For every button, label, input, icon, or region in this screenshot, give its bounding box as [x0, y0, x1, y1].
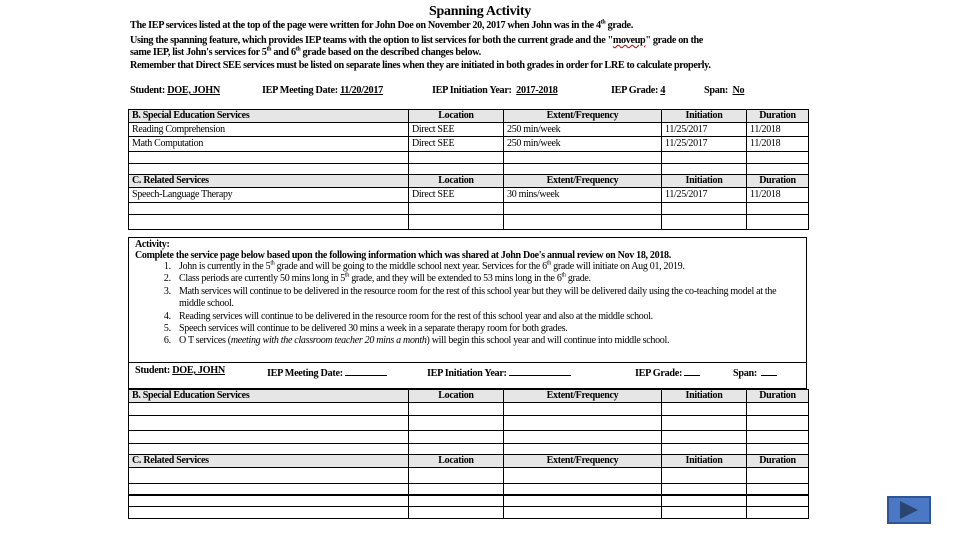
special-ed-cell	[504, 164, 662, 175]
related-services-header-cell: Initiation	[662, 175, 747, 188]
intro-line-3	[130, 46, 820, 60]
related-services-cell	[129, 203, 409, 215]
activity-item	[173, 335, 800, 347]
special-ed-cell[interactable]	[129, 416, 409, 431]
special-ed-cell	[747, 164, 809, 175]
intro-line-1	[130, 19, 820, 33]
intro-text: grade.	[605, 20, 633, 31]
special-ed-cell	[662, 152, 747, 164]
special-ed-cell: 11/2018	[747, 123, 809, 137]
iep-grade-label: IEP Grade:	[611, 85, 659, 96]
related-services-header-cell: Location	[409, 455, 504, 468]
special-ed-cell[interactable]	[747, 431, 809, 444]
activity-item	[173, 273, 800, 285]
meeting-date-label: IEP Meeting Date:	[262, 85, 338, 96]
intro-text: same IEP, list John's services for 5	[130, 47, 267, 58]
bottom-services-table	[128, 389, 809, 519]
student-value: DOE, JOHN	[167, 85, 220, 96]
special-ed-row	[129, 403, 809, 416]
related-services-cell[interactable]	[747, 495, 809, 507]
intro-text: Using the spanning feature, which provides IEP teams with the option to list services for both the current grade and the "	[130, 35, 613, 46]
special-ed-cell[interactable]	[409, 431, 504, 444]
span-field[interactable]	[733, 365, 777, 379]
special-ed-row	[129, 123, 809, 137]
related-services-cell[interactable]	[409, 468, 504, 484]
related-services-cell[interactable]	[662, 468, 747, 484]
item-text: O T services (	[179, 335, 231, 347]
special-ed-cell[interactable]	[662, 403, 747, 416]
special-ed-cell[interactable]	[662, 444, 747, 455]
special-ed-cell: 250 min/week	[504, 137, 662, 152]
special-ed-row	[129, 152, 809, 164]
initiation-year-field[interactable]	[427, 365, 571, 379]
special-ed-cell: Reading Comprehension	[129, 123, 409, 137]
related-services-row	[129, 188, 809, 203]
special-ed-cell[interactable]	[129, 431, 409, 444]
superscript: th	[600, 19, 606, 26]
related-services-cell	[409, 203, 504, 215]
special-ed-cell[interactable]	[662, 416, 747, 431]
meeting-date-field	[262, 85, 383, 96]
initiation-year-input[interactable]	[509, 365, 571, 376]
related-services-cell: Speech-Language Therapy	[129, 188, 409, 203]
related-services-cell[interactable]	[409, 484, 504, 496]
special-ed-cell: Direct SEE	[409, 123, 504, 137]
special-ed-cell: Direct SEE	[409, 137, 504, 152]
related-services-cell[interactable]	[662, 484, 747, 496]
next-slide-button[interactable]	[887, 496, 931, 524]
meeting-date-label: IEP Meeting Date:	[267, 368, 343, 379]
page-title: Spanning Activity	[429, 4, 531, 19]
special-ed-cell	[129, 164, 409, 175]
related-services-row	[129, 203, 809, 215]
special-ed-cell[interactable]	[504, 416, 662, 431]
special-ed-cell[interactable]	[129, 444, 409, 455]
special-ed-row	[129, 137, 809, 152]
related-services-header-cell: Location	[409, 175, 504, 188]
initiation-year-label: IEP Initiation Year:	[427, 368, 507, 379]
related-services-cell: Direct SEE	[409, 188, 504, 203]
initiation-year-value: 2017-2018	[516, 85, 558, 96]
item-text: grade will initiate on Aug 01, 2019.	[550, 261, 685, 272]
item-text: Class periods are currently 50 mins long in 5	[179, 273, 345, 285]
related-services-cell[interactable]	[129, 507, 409, 519]
activity-box	[128, 237, 807, 363]
related-services-cell[interactable]	[129, 468, 409, 484]
item-text: ) will begin this school year and will continue into middle school.	[426, 335, 670, 347]
student-label: Student:	[130, 85, 165, 96]
related-services-header-cell: C. Related Services	[129, 455, 409, 468]
special-ed-cell	[409, 152, 504, 164]
related-services-cell[interactable]	[504, 495, 662, 507]
related-services-row	[129, 484, 809, 496]
special-ed-cell	[409, 164, 504, 175]
special-ed-row	[129, 444, 809, 455]
related-services-cell: 30 mins/week	[504, 188, 662, 203]
related-services-header-cell: Extent/Frequency	[504, 175, 662, 188]
related-services-header-cell: C. Related Services	[129, 175, 409, 188]
span-field	[704, 85, 744, 96]
special-ed-row	[129, 416, 809, 431]
related-services-header-row	[129, 455, 809, 468]
special-ed-header-cell: Duration	[747, 110, 809, 123]
activity-item: 4. Reading services will continue to be delivered in the resource room for the rest of this school year and also at the middle school.	[173, 311, 800, 323]
special-ed-cell	[129, 152, 409, 164]
related-services-cell[interactable]	[409, 495, 504, 507]
special-ed-cell[interactable]	[747, 416, 809, 431]
meeting-date-field[interactable]	[267, 365, 387, 379]
superscript: th	[344, 273, 349, 280]
related-services-cell[interactable]	[747, 468, 809, 484]
iep-grade-field	[611, 85, 665, 96]
student-field	[130, 85, 220, 96]
related-services-cell	[409, 215, 504, 230]
special-ed-cell[interactable]	[129, 403, 409, 416]
related-services-cell[interactable]	[747, 507, 809, 519]
special-ed-header-cell: Initiation	[662, 110, 747, 123]
special-ed-cell[interactable]	[409, 403, 504, 416]
related-services-cell[interactable]	[662, 507, 747, 519]
superscript: th	[295, 46, 301, 53]
special-ed-cell	[662, 164, 747, 175]
special-ed-cell: 250 min/week	[504, 123, 662, 137]
top-services-table	[128, 109, 809, 230]
related-services-header-row	[129, 175, 809, 188]
intro-text: grade based on the described changes below.	[300, 47, 481, 58]
special-ed-cell: 11/25/2017	[662, 123, 747, 137]
related-services-cell[interactable]	[504, 468, 662, 484]
student-label: Student:	[135, 365, 170, 376]
item-italic-text: meeting with the classroom teacher 20 mins a month	[230, 335, 427, 347]
top-student-info	[130, 85, 810, 99]
iep-grade-input[interactable]	[684, 365, 700, 376]
intro-text: and 6	[271, 47, 296, 58]
initiation-year-field	[432, 85, 558, 96]
item-text: grade.	[565, 273, 591, 285]
related-services-row	[129, 507, 809, 519]
related-services-cell: 11/2018	[747, 188, 809, 203]
special-ed-header-cell: Duration	[747, 390, 809, 403]
special-ed-cell[interactable]	[747, 444, 809, 455]
initiation-year-label: IEP Initiation Year:	[432, 85, 512, 96]
related-services-cell[interactable]	[504, 507, 662, 519]
special-ed-cell: 11/2018	[747, 137, 809, 152]
activity-item	[173, 261, 800, 273]
item-text: grade and will be going to the middle school next year. Services for the 6	[274, 261, 547, 272]
related-services-cell[interactable]	[747, 484, 809, 496]
special-ed-header-row	[129, 110, 809, 123]
special-ed-row	[129, 431, 809, 444]
special-ed-header-cell: Extent/Frequency	[504, 110, 662, 123]
span-value: No	[732, 85, 745, 96]
activity-label: Activity:	[135, 239, 170, 250]
related-services-cell[interactable]	[504, 484, 662, 496]
special-ed-cell: 11/25/2017	[662, 137, 747, 152]
activity-item: 3. Math services will continue to be delivered in the resource room for the rest of this school year but they will be delivered daily using the co-teaching model at the middle school.	[173, 286, 800, 311]
related-services-row	[129, 215, 809, 230]
activity-item: 5. Speech services will continue to be delivered 30 mins a week in a separate therapy room for both grades.	[173, 323, 800, 335]
related-services-cell	[662, 203, 747, 215]
special-ed-header-row	[129, 390, 809, 403]
special-ed-header-cell: Location	[409, 110, 504, 123]
student-value: DOE, JOHN	[172, 365, 225, 376]
related-services-cell	[504, 215, 662, 230]
related-services-header-cell: Initiation	[662, 455, 747, 468]
special-ed-cell[interactable]	[504, 431, 662, 444]
student-field	[135, 365, 225, 376]
special-ed-header-cell: B. Special Education Services	[129, 390, 409, 403]
meeting-date-input[interactable]	[345, 365, 387, 376]
special-ed-cell[interactable]	[409, 416, 504, 431]
special-ed-header-cell: Extent/Frequency	[504, 390, 662, 403]
superscript: th	[270, 260, 275, 267]
special-ed-cell[interactable]	[504, 403, 662, 416]
special-ed-cell: Math Computation	[129, 137, 409, 152]
span-label: Span:	[704, 85, 728, 96]
related-services-cell	[747, 215, 809, 230]
iep-grade-value: 4	[660, 85, 666, 96]
play-triangle-icon	[900, 501, 918, 519]
related-services-cell	[504, 203, 662, 215]
special-ed-cell[interactable]	[504, 444, 662, 455]
related-services-header-cell: Duration	[747, 175, 809, 188]
superscript: th	[546, 260, 551, 267]
span-label: Span:	[733, 368, 757, 379]
item-text: John is currently in the 5	[179, 261, 271, 272]
activity-instruction: Complete the service page below based upon the following information which was shared at John Doe's annual review on Nov 18, 2018.	[135, 250, 671, 261]
related-services-row	[129, 495, 809, 507]
related-services-row	[129, 468, 809, 484]
related-services-cell: 11/25/2017	[662, 188, 747, 203]
related-services-cell	[662, 215, 747, 230]
related-services-cell	[747, 203, 809, 215]
special-ed-cell	[747, 152, 809, 164]
misspelled-word: moveup	[612, 35, 646, 46]
intro-line-4: Remember that Direct SEE services must be listed on separate lines when they are initiated in both grades in order for LRE to calculate properly.	[130, 60, 711, 71]
intro-text: " grade on the	[645, 35, 703, 46]
special-ed-cell[interactable]	[662, 431, 747, 444]
related-services-header-cell: Extent/Frequency	[504, 455, 662, 468]
iep-grade-field[interactable]	[635, 365, 700, 379]
span-input[interactable]	[761, 365, 777, 376]
meeting-date-value: 11/20/2017	[340, 85, 383, 96]
related-services-cell[interactable]	[662, 495, 747, 507]
related-services-header-cell: Duration	[747, 455, 809, 468]
item-text: grade, and they will be extended to 53 mins long in the 6	[349, 273, 562, 285]
special-ed-header-cell: B. Special Education Services	[129, 110, 409, 123]
related-services-cell[interactable]	[409, 507, 504, 519]
related-services-cell	[129, 215, 409, 230]
special-ed-cell	[504, 152, 662, 164]
superscript: th	[266, 46, 272, 53]
activity-list	[135, 261, 800, 348]
iep-grade-label: IEP Grade:	[635, 368, 683, 379]
special-ed-cell[interactable]	[409, 444, 504, 455]
related-services-cell[interactable]	[129, 495, 409, 507]
superscript: th	[561, 273, 566, 280]
related-services-cell[interactable]	[129, 484, 409, 496]
special-ed-cell[interactable]	[747, 403, 809, 416]
special-ed-header-cell: Initiation	[662, 390, 747, 403]
bottom-student-info	[135, 365, 815, 379]
special-ed-header-cell: Location	[409, 390, 504, 403]
intro-text: The IEP services listed at the top of the page were written for John Doe on November 20, 2017 when John was in the 4	[130, 20, 601, 31]
special-ed-row	[129, 164, 809, 175]
